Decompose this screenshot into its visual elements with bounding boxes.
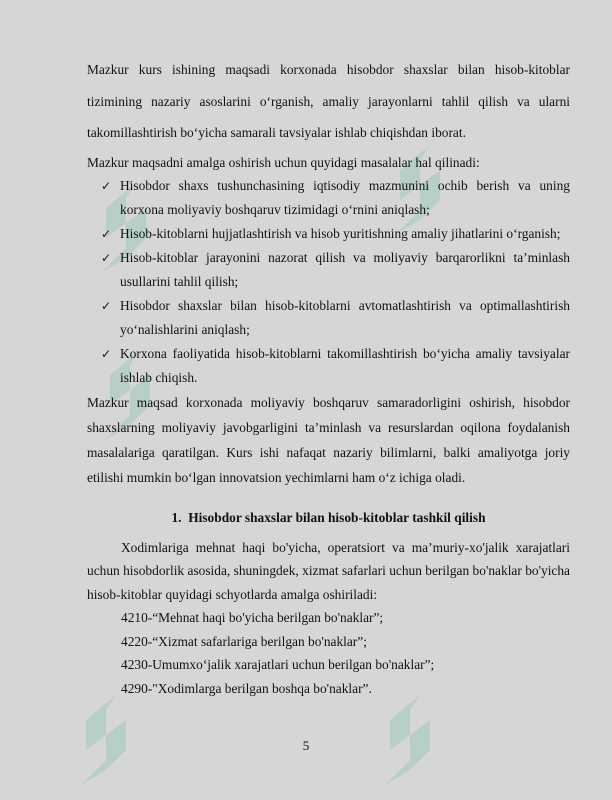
intro-paragraph: Mazkur kurs ishining maqsadi korxonada hisobdor shaxslar bilan hisob-kitoblar tizimining nazariy asoslarini o‘rganish, amaliy jarayonlarni tahlil qilish va ularni takomillashtirish bo‘yicha samarali tavsiyalar ishlab chiqishdan iborat. bbox=[87, 62, 570, 140]
account-line: 4220-“Xizmat safarlariga berilgan bo'naklar”; bbox=[121, 633, 367, 649]
check-icon: ✓ bbox=[101, 250, 112, 265]
tasks-lead: Mazkur maqsadni amalga oshirish uchun quyidagi masalalar hal qilinadi: bbox=[87, 154, 480, 170]
document-body bbox=[87, 54, 570, 700]
list-item: ✓ Hisobdor shaxs tushunchasining iqtisodiy mazmunini ochib berish va uning korxona moliyaviy boshqaruv tizimidagi o‘rnini aniqlash; bbox=[87, 174, 570, 222]
list-item: ✓ Hisob-kitoblar jarayonini nazorat qilish va moliyaviy barqarorlikni ta’minlash usullarini tahlil qilish; bbox=[87, 246, 570, 294]
check-icon: ✓ bbox=[101, 178, 112, 193]
check-icon: ✓ bbox=[101, 346, 112, 361]
check-icon: ✓ bbox=[101, 226, 112, 241]
section-paragraph: Xodimlariga mehnat haqi bo'yicha, operatsiort va ma’muriy-xo'jalik xarajatlari uchun hisobdorlik asosida, shuningdek, xizmat safarlari uchun berilgan bo'naklar bo'yicha hisob-kitoblar quyidagi schyotlarda amalga oshiriladi: bbox=[87, 539, 570, 602]
section-number: 1. bbox=[171, 509, 182, 525]
list-item: ✓ Korxona faoliyatida hisob-kitoblarni takomillashtirish bo‘yicha amaliy tavsiyalar ishlab chiqish. bbox=[87, 342, 570, 390]
account-line: 4290-"Xodimlarga berilgan boshqa bo'naklar”. bbox=[121, 680, 372, 696]
summary-paragraph: Mazkur maqsad korxonada moliyaviy boshqaruv samaradorligini oshirish, hisobdor shaxslarning moliyaviy javobgarligini ta’minlash va resurslardan oqilona foydalanish masalalariga qaratilgan. Kurs ishi nafaqat nazariy bilimlarni, balki amaliyotga joriy etilishi mumkin bo‘lgan innovatsion yechimlarni ham o‘z ichiga oladi. bbox=[87, 394, 570, 485]
page-number: 5 bbox=[302, 738, 310, 753]
check-icon: ✓ bbox=[101, 298, 112, 313]
section-heading bbox=[87, 506, 570, 530]
list-item: ✓ Hisobdor shaxslar bilan hisob-kitoblarni avtomatlashtirish va optimallashtirish yo‘nalishlarini aniqlash; bbox=[87, 294, 570, 342]
tasks-list bbox=[87, 174, 570, 390]
section-title: Hisobdor shaxslar bilan hisob-kitoblar tashkil qilish bbox=[188, 509, 486, 525]
account-line: 4230-Umumxo‘jalik xarajatlari uchun berilgan bo'naklar”; bbox=[121, 657, 435, 672]
list-item: ✓ Hisob-kitoblarni hujjatlashtirish va hisob yuritishning amaliy jihatlarini o‘rganish; bbox=[87, 222, 570, 246]
account-line: 4210-“Mehnat haqi bo'yicha berilgan bo'naklar”; bbox=[121, 610, 384, 625]
